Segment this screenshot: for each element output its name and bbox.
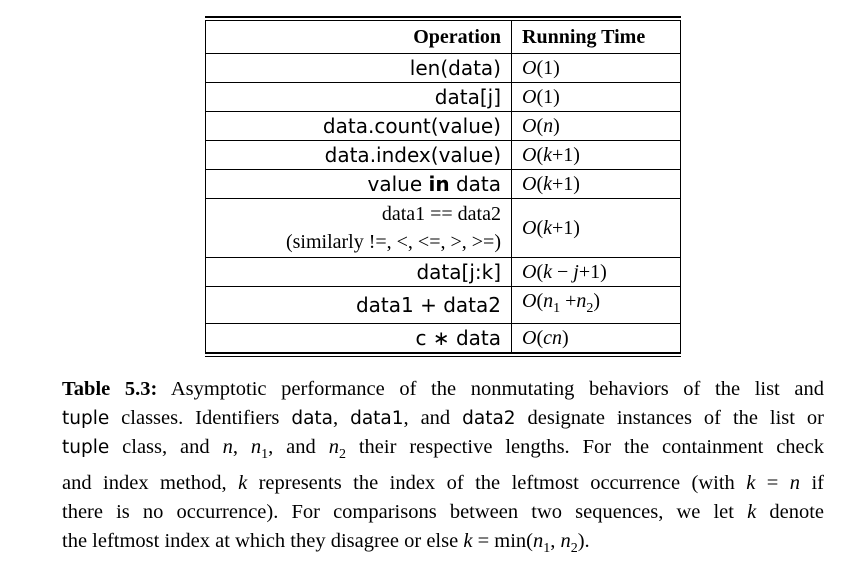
caption-label: Table 5.3: bbox=[62, 378, 158, 400]
table-caption bbox=[62, 375, 824, 563]
table-row bbox=[206, 324, 681, 353]
op-cell: data1 + data2 bbox=[206, 287, 512, 324]
rt-cell: O(cn) bbox=[512, 324, 681, 353]
op-cell: data[j] bbox=[206, 83, 512, 112]
header-running-time: Running Time bbox=[512, 21, 681, 54]
table-row bbox=[206, 170, 681, 199]
op-cell: data[j:k] bbox=[206, 258, 512, 287]
caption-line: tuple classes. Identifiers data, data1, and data2 designate instances of the list or bbox=[62, 407, 824, 429]
rt-cell: $O(n_1 +n_2)$ bbox=[512, 287, 681, 324]
caption-line: and index method, k represents the index of the leftmost occurrence (with k = n if bbox=[62, 472, 825, 495]
rt-cell: O(k+1) bbox=[512, 141, 681, 170]
op-part: value bbox=[367, 172, 429, 196]
rt-cell: O(1) bbox=[512, 54, 681, 83]
op-cell: data.count(value) bbox=[206, 112, 512, 141]
rt-cell: O(k+1) bbox=[512, 170, 681, 199]
table-row bbox=[206, 141, 681, 170]
op-keyword: in bbox=[428, 172, 450, 196]
table-bottom-rule-inner bbox=[205, 352, 681, 354]
rt-cell: O(k − j+1) bbox=[512, 258, 681, 287]
caption-line: tuple class, and n, $n_1$, and $n_2$ their respective lengths. For the containment check bbox=[62, 436, 824, 463]
table-row bbox=[206, 258, 681, 287]
op-expression: data1 == data2 bbox=[381, 203, 501, 225]
caption-line: the leftmost index at which they disagree or else $k = \min(n_1$, $n_2$). bbox=[62, 530, 590, 557]
rt-cell: O(1) bbox=[512, 83, 681, 112]
op-part: data bbox=[449, 172, 501, 196]
table-row bbox=[206, 83, 681, 112]
table-bottom-rule bbox=[205, 356, 681, 358]
table-top-rule bbox=[205, 16, 681, 18]
operations-table bbox=[205, 21, 681, 352]
table-row bbox=[206, 112, 681, 141]
op-cell: len(data) bbox=[206, 54, 512, 83]
op-cell: c ∗ data bbox=[206, 324, 512, 353]
rt-cell: O(n) bbox=[512, 112, 681, 141]
table-row bbox=[206, 287, 681, 324]
table-row bbox=[206, 54, 681, 83]
caption-line: there is no occurrence). For comparisons between two sequences, we let k denote bbox=[62, 501, 824, 524]
op-cell: data.index(value) bbox=[206, 141, 512, 170]
caption-line: Table 5.3: Asymptotic performance of the nonmutating behaviors of the list and bbox=[62, 378, 824, 400]
op-note: (similarly !=, <, <=, >, >=) bbox=[285, 231, 501, 253]
rt-cell: O(k+1) bbox=[512, 199, 681, 258]
op-cell bbox=[206, 199, 512, 258]
table-row bbox=[206, 199, 681, 258]
op-cell bbox=[206, 170, 512, 199]
header-operation: Operation bbox=[206, 21, 512, 54]
operations-table-container bbox=[205, 16, 681, 357]
table-header-row bbox=[206, 21, 681, 54]
